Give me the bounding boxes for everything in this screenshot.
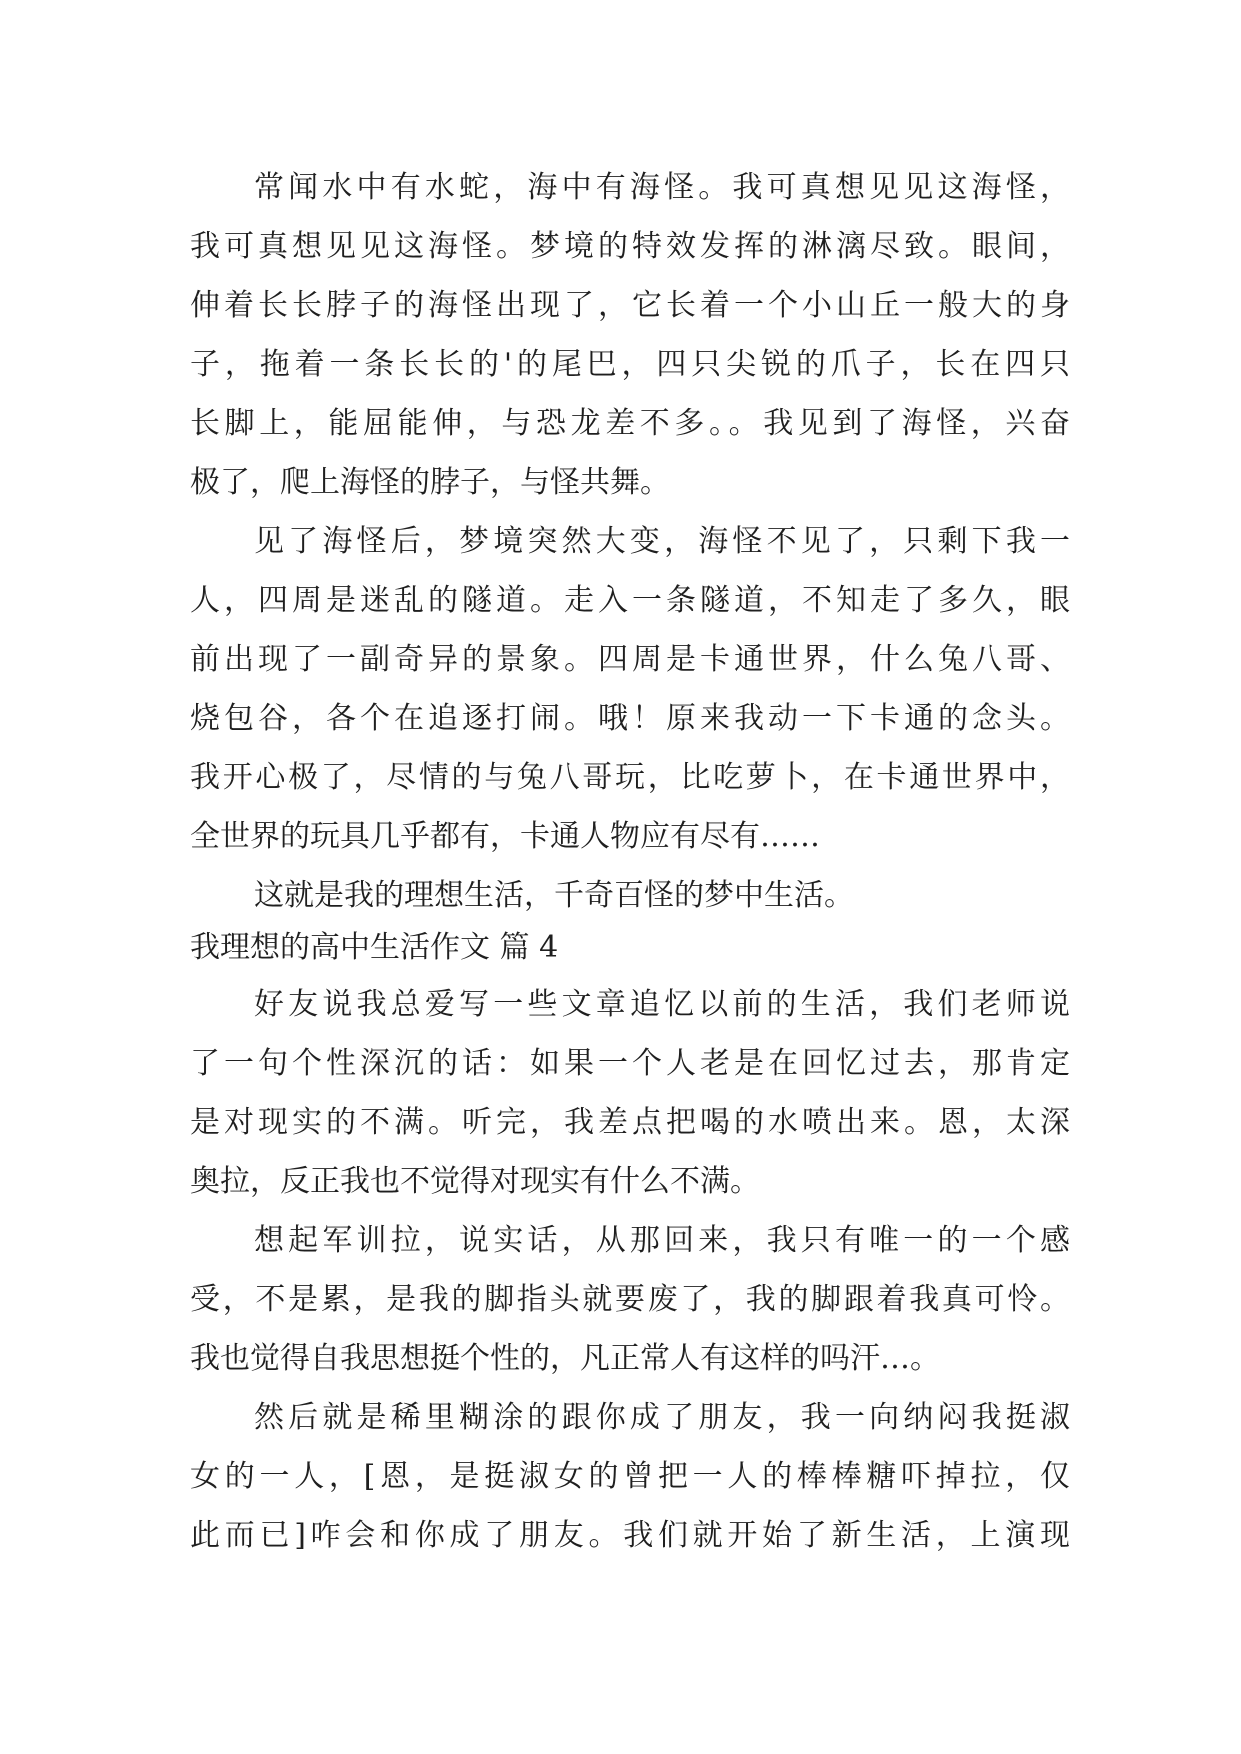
paragraph-line: 我也觉得自我思想挺个性的，凡正常人有这样的吗汗…。 [190,1341,940,1376]
paragraph-line: 烧包谷，各个在追逐打闹。哦！原来我动一下卡通的念头。 [190,701,1070,736]
paragraph-line: 我开心极了，尽情的与兔八哥玩，比吃萝卜，在卡通世界中， [190,760,1070,795]
paragraph-line: 前出现了一副奇异的景象。四周是卡通世界，什么兔八哥、 [190,642,1070,677]
paragraph-line: 人，四周是迷乱的隧道。走入一条隧道，不知走了多久，眼 [190,583,1070,618]
paragraph-line: 此而已]咋会和你成了朋友。我们就开始了新生活，上演现 [190,1518,1070,1553]
paragraph-line: 伸着长长脖子的海怪出现了，它长着一个小山丘一般大的身 [190,288,1070,323]
paragraph-line: 这就是我的理想生活，千奇百怪的梦中生活。 [254,878,854,913]
paragraph-line: 极了，爬上海怪的脖子，与怪共舞。 [190,465,670,500]
paragraph-line: 全世界的玩具几乎都有，卡通人物应有尽有…… [190,819,820,854]
paragraph-line: 子，拖着一条长长的'的尾巴，四只尖锐的爪子，长在四只 [190,347,1070,382]
paragraph-line: 想起军训拉，说实话，从那回来，我只有唯一的一个感 [254,1223,1070,1258]
paragraph-line: 长脚上，能屈能伸，与恐龙差不多。。我见到了海怪，兴奋 [190,406,1070,441]
paragraph-line: 了一句个性深沉的话：如果一个人老是在回忆过去，那肯定 [190,1046,1070,1081]
paragraph-line: 见了海怪后，梦境突然大变，海怪不见了，只剩下我一 [254,524,1070,559]
paragraph-line: 好友说我总爱写一些文章追忆以前的生活，我们老师说 [254,987,1070,1022]
section-heading: 我理想的高中生活作文 篇 4 [190,930,559,965]
paragraph-line: 奥拉，反正我也不觉得对现实有什么不满。 [190,1164,760,1199]
paragraph-line: 常闻水中有水蛇，海中有海怪。我可真想见见这海怪， [254,170,1070,205]
paragraph-line: 女的一人，[恩，是挺淑女的曾把一人的棒棒糖吓掉拉，仅 [190,1459,1070,1494]
paragraph-line: 然后就是稀里糊涂的跟你成了朋友，我一向纳闷我挺淑 [254,1400,1070,1435]
paragraph-line: 我可真想见见这海怪。梦境的特效发挥的淋漓尽致。眼间， [190,229,1070,264]
paragraph-line: 受，不是累，是我的脚指头就要废了，我的脚跟着我真可怜。 [190,1282,1070,1317]
paragraph-line: 是对现实的不满。听完，我差点把喝的水喷出来。恩，太深 [190,1105,1070,1140]
